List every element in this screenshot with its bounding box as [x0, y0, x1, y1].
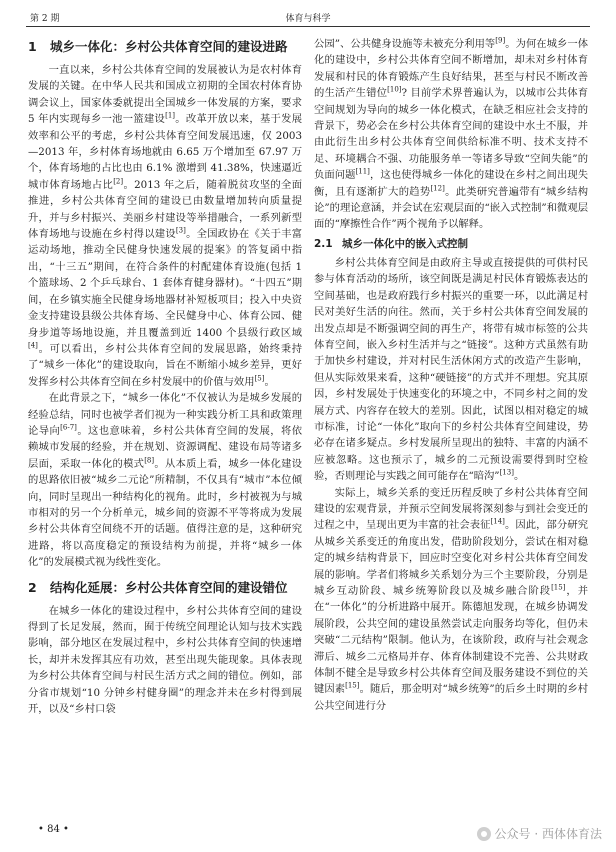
paragraph: 乡村公共体育空间是由政府主导或直接提供的可供村民参与体育活动的场所，该空间既是满足村民体育锻炼表达的空间基础，也是政府践行乡村振兴的重要一环，以此满足村民对美好生活的向往。然而，关于乡村公共体育空间发展的出发点却是不断强调空间的再生产，将带有城市标签的公共体育空间，嵌入乡村生活并与之“链接”。这种方式虽然有助于加快乡村建设，并对村民生活休闲方式的改造产生影响，但从实际效果来看，这种“硬链接”的方式并不理想。究其原因，乡村发展处于快速变化的环境之中，不同乡村之间的发展方式、内容存在较大的差别。因此，试图以相对稳定的城市标准，讨论“一体化”取向下的乡村公共体育空间建设，势必存在诸多疑点。乡村发展所呈现出的独特、丰富的内涵不应被忽略。这也预示了，城乡的二元预设需要得到时空检验，否则理论与实践之间可能存在“暗沟”[13]。 [314, 256, 588, 483]
subsection-2-1-heading: 2.1 城乡一体化中的嵌入式控制 [314, 237, 468, 250]
paragraph: 在城乡一体化的建设过程中，乡村公共体育空间的建设得到了长足发展，然而，囿于传统空间理论认知与技术实践影响，部分地区在发展过程中，乡村公共体育空间的快速增长，却并未发挥其应有功效，甚至出现失能现象。具体表现为乡村公共体育空间与村民生活方式之间的错位。例如，部分省市规划“10 分钟乡村健身圈”的理念并未在乡村得到展开，以及“乡村口袋 [28, 604, 302, 716]
section-2-heading: 2 结构化延展：乡村公共体育空间的建设错位 [28, 579, 288, 595]
section-1-heading: 1 城乡一体化：乡村公共体育空间的建设进路 [28, 39, 288, 54]
issue-number: 第 2 期 [30, 14, 60, 24]
paragraph: 一直以来，乡村公共体育空间的发展被认为是农村体育发展的关键。在中华人民共和国成立初期的全国农村体育协调会议上，国家体委就提出全国城乡一体发展的方案，要求 5 年内实现每乡一池一篮建设[1]。改革开放以来，基于发展效率和公平的考虑，乡村公共体育空间发展迅速，仅 2003—2013 年，乡村体育场地就由 6.65 万个增加至 67.97 万个，体育场地的占比也由 6.1% 激增到 41.38%，快速逼近城市体育场地占比[2]。2013 年之后，随着脱贫攻坚的全面推进，乡村公共体育空间的建设已由数量增加转向质量提升，并与乡村振兴、美丽乡村建设等举措融合，一系列新型体育场地与设施在乡村得以建设[3]。全国政协在《关于丰富运动场地，推动全民健身快速发展的提案》的答复函中指出，“十三五”期间，在符合条件的村配建体育设施(包括 1 个篮球场、2 个乒乓球台、1 套体育健身器材)。“十四五”期间，在乡镇实施全民健身场地器材补短板项目；投入中央资金支持建设县级公共体育场、全民健身中心、体育公园、健身步道等场地设施，并且覆盖到近 1400 个县级行政区域[4]。可以看出，乡村公共体育空间的发展思路，始终秉持了“城乡一体化”的建设取向，旨在不断缩小城乡差异，更好发挥乡村公共体育空间在乡村发展中的价值与效用[5]。 [28, 64, 303, 388]
right-column [314, 36, 588, 714]
journal-title: 体育与科学 [285, 14, 331, 24]
wechat-icon [477, 827, 491, 841]
watermark-text: 公众号 · 西体体育法 [494, 827, 602, 841]
watermark [477, 825, 602, 842]
paragraph: 在此背景之下，“城乡一体化”不仅被认为是城乡发展的经验总结，同时也被学者们视为一种实践分析工具和政策理论导向[6-7]。这也意味着，乡村公共体育空间的发展，将依赖城市发展的经验，并在规划、资源调配、建设布局等诸多层面，采取一体化的模式[8]。从本质上看，城乡一体化建设的思路依旧被“城乡二元论”所精制，不仅具有“城市”本位倾向，同时呈现出一种结构化的视角。此时，乡村被视为与城市相对的另一个分析单元，城乡间的资源不平等将成为发展乡村公共体育空间绕不开的话题。值得注意的是，这种研究进路，将以高度稳定的预设结构为前提，并将“城乡一体化”的发展模式视为线性变化。 [28, 392, 303, 569]
paragraph: 公园”、公共健身设施等未被充分利用等[9]。为何在城乡一体化的建设中，乡村公共体育空间不断增加，却未对乡村体育发展和村民的体育锻炼产生良好结果，甚至与村民不断改善的生活产生错位[10]? 目前学术界普遍认为，以城市公共体育空间规划为导向的城乡一体化模式，在缺乏相应社会支持的背景下，势必会在乡村公共体育空间的建设中水土不服，并由此衍生出乡村公共体育空间供给标准不明、技术支持不足、环境耦合不强、功能服务单一等诸多导致“空间失能”的负面问题[11]，这也使得城乡一体化的建设在乡村之间出现失衡，且有逐渐扩大的趋势[12]。此类研究普遍带有“城乡结构论”的理论意涵，并会试在宏观层面的“嵌入式控制”和微观层面的“摩擦性合作”两个视角予以解释。 [314, 36, 589, 231]
header-rule [26, 26, 590, 27]
left-column [28, 36, 302, 717]
page-number: • 84 • [38, 824, 69, 835]
running-header [26, 8, 590, 24]
paragraph: 实际上，城乡关系的变迁历程反映了乡村公共体育空间建设的宏观背景，并预示空间发展将深刻参与到社会变迁的过程之中，呈现出更为丰富的社会表征[14]。因此，部分研究从城乡关系变迁的角度出发，借助阶段划分，尝试在相对稳定的城乡结构背景下，回应时空变化对乡村公共体育空间发展的影响。学者们将城乡关系划分为三个主要阶段，分别是城乡互动阶段、城乡统筹阶段以及城乡融合阶段[15]，并在“一体化”的分析进路中展开。陈德旭发现，在城乡协调发展阶段，公共空间的建设虽然尝试走向服务均等化，但仍未突破“二元结构”限制。他认为，在该阶段，政府与社会观念滞后、城乡二元格局并存、体育体制建设不完善、公共财政体制不健全是导致乡村公共体育空间及服务建设不到位的关键因素[15]。随后，那金明对“城乡统筹”的后乡土时期的乡村公共空间进行分 [314, 486, 589, 712]
